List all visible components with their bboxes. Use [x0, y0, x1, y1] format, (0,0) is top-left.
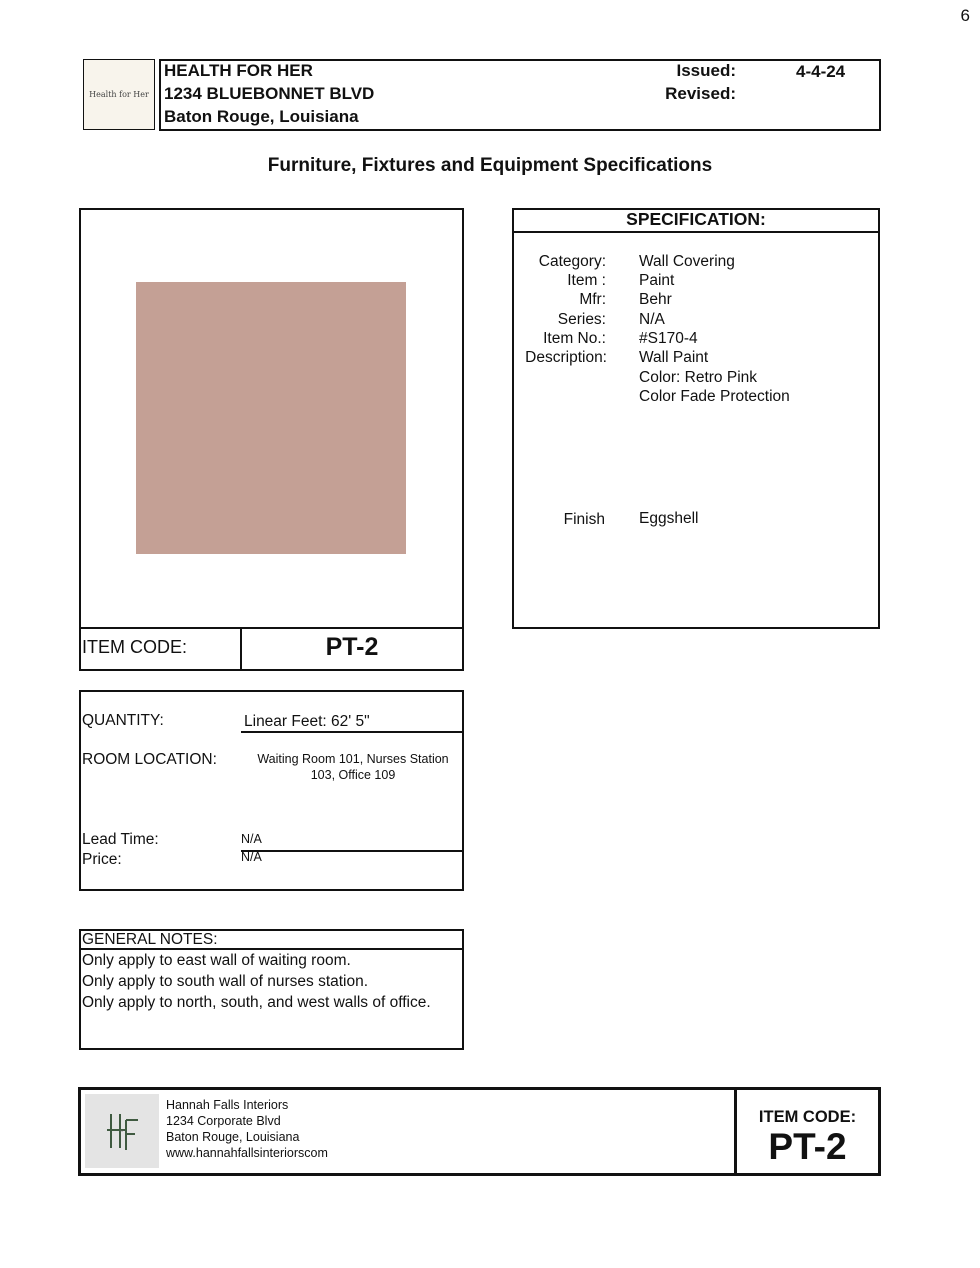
header-box — [159, 59, 881, 131]
divider — [241, 731, 463, 733]
issued-date: 4-4-24 — [796, 62, 846, 81]
lead-time-value: N/A — [241, 832, 262, 846]
issued-label: Issued: — [676, 61, 736, 80]
client-city: Baton Rouge, Louisiana — [164, 107, 359, 126]
spec-label-finish: Finish — [563, 511, 605, 528]
note-line: Only apply to south wall of nurses station. — [82, 973, 369, 990]
company-website: www.hannahfallsinteriorscom — [166, 1146, 328, 1160]
spec-value-item-no: #S170-4 — [639, 330, 698, 347]
spec-value-finish: Eggshell — [639, 510, 699, 527]
spec-value-description: Wall Paint — [639, 349, 709, 366]
spec-value-item: Paint — [639, 272, 675, 289]
lead-time-label: Lead Time: — [82, 831, 159, 848]
item-code: PT-2 — [325, 633, 379, 661]
spec-value-protection: Color Fade Protection — [639, 388, 790, 405]
room-location-value — [242, 752, 464, 783]
room-location-line-2: 103, Office 109 — [310, 767, 396, 782]
room-location-line-1: Waiting Room 101, Nurses Station — [257, 752, 449, 766]
color-swatch — [136, 282, 406, 554]
client-logo-text: Health for Her — [89, 90, 149, 99]
company-city: Baton Rouge, Louisiana — [166, 1130, 300, 1144]
spec-value-category: Wall Covering — [639, 253, 735, 270]
spec-label-category: Category: — [538, 253, 606, 270]
company-name: Hannah Falls Interiors — [166, 1098, 289, 1112]
spec-label-item: Item : — [567, 272, 606, 289]
revised-label: Revised: — [665, 84, 736, 103]
divider — [79, 627, 464, 629]
company-logo-text: HF — [120, 1130, 124, 1133]
document-title: Furniture, Fixtures and Equipment Specifications — [267, 155, 713, 176]
footer-item-code-label: ITEM CODE: — [758, 1108, 857, 1126]
divider — [241, 850, 463, 852]
quantity-value: Linear Feet: 62' 5" — [244, 713, 370, 730]
spec-value-series: N/A — [639, 311, 665, 328]
spec-value-mfr: Behr — [639, 291, 672, 308]
spec-value-color: Color: Retro Pink — [639, 369, 758, 386]
spec-label-mfr: Mfr: — [579, 291, 606, 308]
spec-label-description: Description: — [525, 349, 607, 366]
room-location-label: ROOM LOCATION: — [82, 751, 217, 768]
notes-heading: GENERAL NOTES: — [82, 931, 218, 948]
footer-item-code: PT-2 — [768, 1126, 847, 1167]
price-label: Price: — [82, 851, 122, 868]
client-name: HEALTH FOR HER — [164, 61, 313, 80]
client-address: 1234 BLUEBONNET BLVD — [164, 84, 375, 103]
company-logo-mark — [92, 1106, 152, 1156]
quantity-label: QUANTITY: — [82, 712, 164, 729]
company-address: 1234 Corporate Blvd — [166, 1114, 281, 1128]
note-line: Only apply to east wall of waiting room. — [82, 952, 351, 969]
page-number: 6 — [960, 6, 970, 25]
price-value: N/A — [241, 850, 262, 864]
specification-heading: SPECIFICATION: — [626, 209, 766, 229]
spec-label-item-no: Item No.: — [543, 330, 606, 347]
spec-label-series: Series: — [557, 311, 606, 328]
note-line: Only apply to north, south, and west walls of office. — [82, 994, 431, 1011]
client-logo — [83, 59, 155, 130]
item-code-label: ITEM CODE: — [82, 637, 188, 657]
company-logo — [85, 1094, 159, 1168]
divider — [512, 231, 880, 233]
